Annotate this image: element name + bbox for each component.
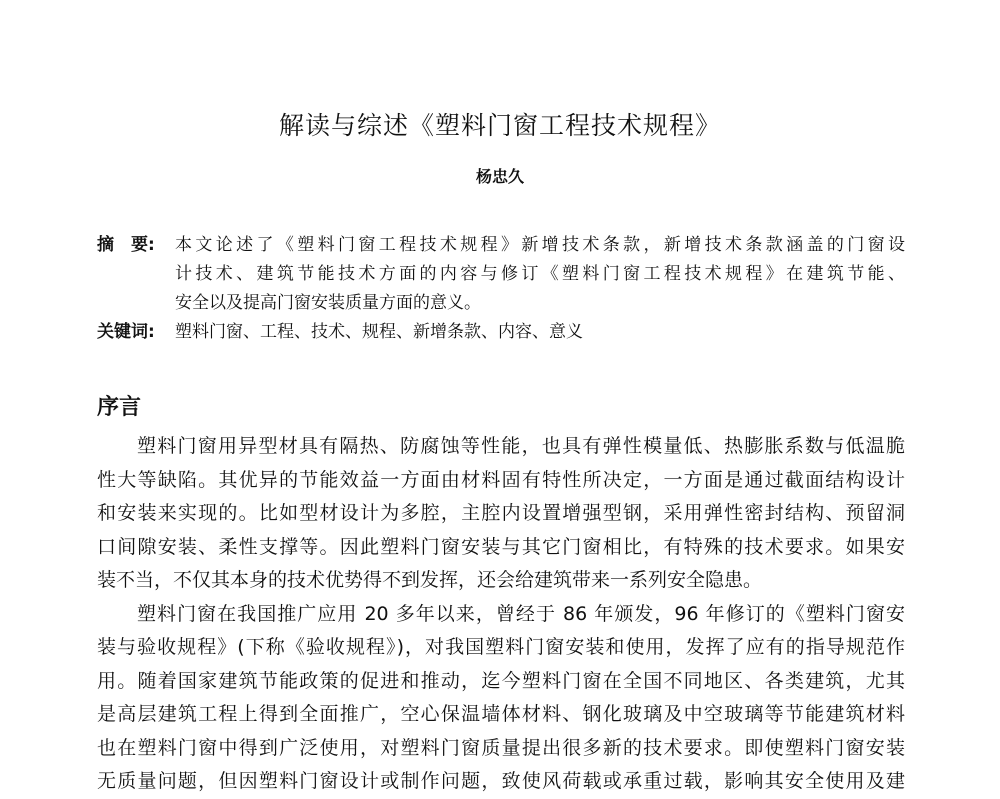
text-line: 性大等缺陷。其优异的节能效益一方面由材料固有特性所决定，一方面是通过截面结构设计 bbox=[97, 468, 905, 491]
abstract-line: 本文论述了《塑料门窗工程技术规程》新增技术条款，新增技术条款涵盖的门窗设 bbox=[175, 235, 905, 255]
abstract-line: 安全以及提高门窗安装质量方面的意义。 bbox=[175, 293, 481, 313]
body-text bbox=[97, 430, 905, 799]
document-title: 解读与综述《塑料门窗工程技术规程》 bbox=[278, 111, 721, 140]
keywords-label: 关键词: bbox=[97, 322, 155, 342]
text-line: 也在塑料门窗中得到广泛使用，对塑料门窗质量提出很多新的技术要求。即使塑料门窗安装 bbox=[97, 736, 905, 759]
keywords-text: 塑料门窗、工程、技术、规程、新增条款、内容、意义 bbox=[175, 322, 583, 342]
text-line: 口间隙安装、柔性支撑等。因此塑料门窗安装与其它门窗相比，有特殊的技术要求。如果安 bbox=[97, 535, 905, 558]
paragraph bbox=[97, 430, 905, 598]
author: 杨忠久 bbox=[475, 167, 524, 186]
text-line: 塑料门窗用异型材具有隔热、防腐蚀等性能，也具有弹性模量低、热膨胀系数与低温脆 bbox=[137, 435, 905, 457]
abstract-line: 计技术、建筑节能技术方面的内容与修订《塑料门窗工程技术规程》在建筑节能、 bbox=[175, 264, 905, 284]
text-line: 装与验收规程》(下称《验收规程》)，对我国塑料门窗安装和使用，发挥了应有的指导规范作 bbox=[97, 636, 905, 658]
keywords bbox=[97, 318, 905, 347]
text-line: 是高层建筑工程上得到全面推广，空心保温墙体材料、钢化玻璃及中空玻璃等节能建筑材料 bbox=[97, 703, 905, 725]
abstract-label: 摘 要: bbox=[97, 235, 155, 255]
text-line: 和安装来实现的。比如型材设计为多腔，主腔内设置增强型钢，采用弹性密封结构、预留洞 bbox=[97, 502, 905, 524]
text-line: 塑料门窗在我国推广应用 20 多年以来，曾经于 86 年颁发，96 年修订的《塑料门窗安 bbox=[137, 602, 905, 625]
abstract bbox=[97, 231, 905, 347]
text-line: 无质量问题，但因塑料门窗设计或制作问题，致使风荷载或承重过载，影响其安全使用及建 bbox=[97, 770, 905, 792]
section-heading: 序言 bbox=[97, 395, 142, 420]
paragraph bbox=[97, 598, 905, 799]
text-line: 用。随着国家建筑节能政策的促进和推动，迄今塑料门窗在全国不同地区、各类建筑，尤其 bbox=[97, 669, 905, 692]
text-line: 装不当，不仅其本身的技术优势得不到发挥，还会给建筑带来一系列安全隐患。 bbox=[97, 569, 763, 591]
